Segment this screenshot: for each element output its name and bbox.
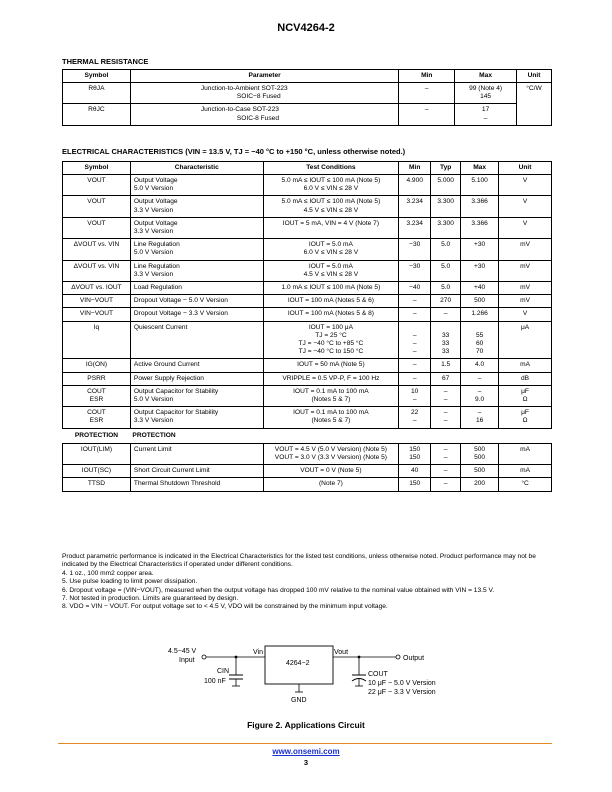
elec-symbol: IOUT(LIM) — [63, 443, 131, 464]
cin-label: CIN — [217, 668, 230, 675]
thermal-parameter — [130, 83, 398, 104]
cin-value: 100 nF — [204, 678, 226, 685]
elec-condition: IOUT = 50 mA (Note 5) — [263, 359, 399, 372]
elec-row — [63, 385, 552, 406]
note-item: 5. Use pulse loading to limit power dissipation. — [62, 578, 198, 586]
output-terminal — [396, 655, 400, 659]
thermal-parameter — [130, 104, 398, 125]
protection-row — [63, 443, 552, 464]
vin-label: Vin — [253, 649, 263, 656]
elec-max: +30 — [461, 239, 499, 260]
elec-min: 150 150 — [399, 443, 431, 464]
elec-max: 500 — [461, 465, 499, 478]
elec-unit: mV — [499, 260, 552, 281]
elec-max: – — [461, 372, 499, 385]
elec-symbol: VOUT — [63, 175, 131, 196]
elec-condition: (Note 7) — [263, 478, 399, 491]
elec-min: – – – — [399, 321, 431, 359]
elec-typ: 270 — [431, 295, 461, 308]
thermal-param-line: SOIC−8 Fused — [236, 93, 281, 101]
footer-rule — [58, 743, 552, 744]
elec-symbol: ΔVOUT vs. VIN — [63, 239, 131, 260]
elec-symbol: VOUT — [63, 196, 131, 217]
protection-heading: PROTECTION — [74, 431, 119, 439]
elec-min: – — [399, 359, 431, 372]
thermal-param-line: Junction-to-Ambient SOT-223 — [200, 85, 288, 92]
elec-condition: VRIPPLE = 0.5 VP-P, F = 100 Hz — [263, 372, 399, 385]
elec-row — [63, 372, 552, 385]
elec-symbol: IG(ON) — [63, 359, 131, 372]
elec-typ: 5.0 — [431, 282, 461, 295]
vout-label: Vout — [334, 649, 349, 656]
elec-symbol: COUT ESR — [63, 407, 131, 428]
elec-condition: IOUT = 100 mA (Notes 5 & 6) — [263, 295, 399, 308]
note-item: 4. 1 oz., 100 mm2 copper area. — [62, 569, 154, 577]
elec-min: −30 — [399, 239, 431, 260]
elec-max: +40 — [461, 282, 499, 295]
elec-unit: mA — [499, 359, 552, 372]
gnd-label: GND — [291, 697, 307, 704]
elec-min: 22 – — [399, 407, 431, 428]
elec-characteristic: Output Voltage 3.3 V Version — [130, 217, 263, 238]
thermal-unit: °C/W — [517, 83, 552, 126]
elec-symbol: VIN−VOUT — [63, 295, 131, 308]
elec-characteristic: Dropout Voltage − 5.0 V Version — [130, 295, 263, 308]
elec-symbol: TTSD — [63, 478, 131, 491]
elec-typ: – – — [431, 443, 461, 464]
elec-condition: 5.0 mA ≤ IOUT ≤ 100 mA (Note 5) 4.5 V ≤ VIN ≤ 28 V — [263, 196, 399, 217]
elec-characteristic: Line Regulation 5.0 V Version — [130, 239, 263, 260]
elec-unit: mA — [499, 465, 552, 478]
output-label: Output — [403, 655, 425, 662]
elec-max: +30 — [461, 260, 499, 281]
cout-label: COUT — [368, 671, 388, 678]
thermal-max — [455, 83, 517, 104]
elec-condition: IOUT = 100 μA TJ = 25 °C TJ = −40 °C to +85 °C TJ = −40 °C to 150 °C — [263, 321, 399, 359]
elec-max: 4.0 — [461, 359, 499, 372]
elec-characteristic: Load Regulation — [130, 282, 263, 295]
elec-unit: V — [499, 308, 552, 321]
elec-symbol: IOUT(SC) — [63, 465, 131, 478]
elec-typ: – — [431, 465, 461, 478]
elec-min: 4.900 — [399, 175, 431, 196]
elec-unit: μA — [499, 321, 552, 359]
elec-row — [63, 239, 552, 260]
thermal-min: – — [399, 83, 455, 104]
elec-row — [63, 308, 552, 321]
thermal-section-title: THERMAL RESISTANCE — [62, 57, 149, 66]
elec-max: 500 — [461, 295, 499, 308]
elec-title-text: ELECTRICAL CHARACTERISTICS (VIN = 13.5 V, TJ = −40 °C to +150 °C, unless otherwise noted.) — [62, 147, 406, 156]
elec-symbol: ΔVOUT vs. VIN — [63, 260, 131, 281]
elec-condition: IOUT = 5 mA, VIN = 4 V (Note 7) — [263, 217, 399, 238]
elec-min: 10 – — [399, 385, 431, 406]
elec-typ: – — [431, 478, 461, 491]
elec-max: 200 — [461, 478, 499, 491]
elec-typ: 3.300 — [431, 196, 461, 217]
elec-typ: 1.5 — [431, 359, 461, 372]
elec-condition: VOUT = 0 V (Note 5) — [263, 465, 399, 478]
thermal-header: Unit — [517, 70, 552, 83]
elec-symbol: PSRR — [63, 372, 131, 385]
thermal-row — [63, 104, 552, 125]
elec-characteristic: Active Ground Current — [130, 359, 263, 372]
elec-row — [63, 260, 552, 281]
elec-min: −30 — [399, 260, 431, 281]
elec-max: 1.266 — [461, 308, 499, 321]
thermal-max-line: 99 (Note 4) — [469, 85, 503, 92]
elec-unit: mV — [499, 295, 552, 308]
elec-typ: 33 33 33 — [431, 321, 461, 359]
thermal-header: Symbol — [63, 70, 131, 83]
elec-typ: 3.300 — [431, 217, 461, 238]
protection-heading: PROTECTION — [132, 431, 176, 439]
thermal-param-line: SOIC-8 Fused — [236, 114, 279, 122]
notes-intro: Product parametric performance is indicated in the Electrical Characteristics for the listed test conditions, unless otherwise noted. Product performance may not be indicated by the Electrical Characteristics if operated under different conditions. — [62, 553, 536, 569]
thermal-max-line: 17 — [481, 106, 490, 114]
notes — [62, 553, 554, 612]
elec-row — [63, 359, 552, 372]
elec-header: Symbol — [63, 162, 131, 175]
page-number: 3 — [303, 758, 309, 767]
thermal-max-line: – — [483, 114, 488, 122]
electrical-table — [62, 161, 552, 492]
elec-min: 3.234 — [399, 217, 431, 238]
elec-characteristic: Line Regulation 3.3 V Version — [130, 260, 263, 281]
elec-typ: 5.0 — [431, 239, 461, 260]
elec-condition: 1.0 mA ≤ IOUT ≤ 100 mA (Note 5) — [263, 282, 399, 295]
thermal-row — [63, 83, 552, 104]
elec-typ: 5.0 — [431, 260, 461, 281]
thermal-table — [62, 69, 552, 126]
elec-condition: VOUT = 4.5 V (5.0 V Version) (Note 5) VOUT = 3.0 V (3.3 V Version) (Note 5) — [263, 443, 399, 464]
elec-max: 55 60 70 — [461, 321, 499, 359]
elec-characteristic: Current Limit — [130, 443, 263, 464]
elec-condition: IOUT = 100 mA (Notes 5 & 8) — [263, 308, 399, 321]
elec-unit: V — [499, 196, 552, 217]
elec-unit: dB — [499, 372, 552, 385]
elec-row — [63, 407, 552, 428]
elec-row — [63, 217, 552, 238]
elec-condition: IOUT = 0.1 mA to 100 mA (Notes 5 & 7) — [263, 385, 399, 406]
elec-characteristic: Short Circuit Current Limit — [130, 465, 263, 478]
elec-max: – 9.0 — [461, 385, 499, 406]
protection-heading-row — [63, 428, 552, 443]
protection-row — [63, 478, 552, 491]
elec-max: 3.366 — [461, 196, 499, 217]
elec-header: Characteristic — [130, 162, 263, 175]
input-voltage-label: 4.5−45 V — [168, 648, 197, 655]
elec-unit: mV — [499, 282, 552, 295]
elec-header: Typ — [431, 162, 461, 175]
elec-max: 3.366 — [461, 217, 499, 238]
elec-row — [63, 321, 552, 359]
elec-unit: μF Ω — [499, 385, 552, 406]
elec-characteristic: Output Voltage 5.0 V Version — [130, 175, 263, 196]
elec-header: Min — [399, 162, 431, 175]
elec-header: Max — [461, 162, 499, 175]
elec-condition: IOUT = 5.0 mA 6.0 V ≤ VIN ≤ 28 V — [263, 239, 399, 260]
elec-typ: – — [431, 308, 461, 321]
elec-characteristic: Quiescent Current — [130, 321, 263, 359]
elec-header: Test Conditions — [263, 162, 399, 175]
thermal-symbol: RθJC — [63, 104, 131, 125]
elec-condition: IOUT = 5.0 mA 4.5 V ≤ VIN ≤ 28 V — [263, 260, 399, 281]
elec-section-title — [62, 147, 405, 156]
ic-label: 4264−2 — [286, 660, 310, 667]
elec-header: Unit — [499, 162, 552, 175]
elec-min: 3.234 — [399, 196, 431, 217]
thermal-header: Max — [455, 70, 517, 83]
thermal-max-line: 145 — [480, 93, 492, 101]
note-item: 8. VDO = VIN − VOUT. For output voltage set to < 4.5 V, VDO will be constrained by the minimum input voltage. — [62, 603, 388, 611]
elec-row — [63, 196, 552, 217]
elec-characteristic: Output Capacitor for Stability 5.0 V Version — [130, 385, 263, 406]
elec-unit: mV — [499, 239, 552, 260]
elec-min: – — [399, 295, 431, 308]
elec-symbol: ΔVOUT vs. IOUT — [63, 282, 131, 295]
applications-circuit — [0, 640, 612, 730]
elec-unit: mA — [499, 443, 552, 464]
cout-value-1: 10 μF − 5.0 V Version — [368, 680, 436, 687]
thermal-min: – — [399, 104, 455, 125]
elec-row — [63, 295, 552, 308]
protection-row — [63, 465, 552, 478]
elec-typ: 67 — [431, 372, 461, 385]
note-item: 6. Dropout voltage = (VIN−VOUT), measured when the output voltage has dropped 100 mV relative to the nominal value obtained with VIN = 13.5 V. — [62, 586, 495, 594]
figure-caption: Figure 2. Applications Circuit — [247, 720, 365, 730]
elec-condition: IOUT = 0.1 mA to 100 mA (Notes 5 & 7) — [263, 407, 399, 428]
elec-min: – — [399, 308, 431, 321]
elec-characteristic: Thermal Shutdown Threshold — [130, 478, 263, 491]
elec-condition: 5.0 mA ≤ IOUT ≤ 100 mA (Note 5) 6.0 V ≤ VIN ≤ 28 V — [263, 175, 399, 196]
elec-row — [63, 282, 552, 295]
elec-symbol: COUT ESR — [63, 385, 131, 406]
elec-min: 150 — [399, 478, 431, 491]
elec-characteristic: Dropout Voltage − 3.3 V Version — [130, 308, 263, 321]
elec-unit: V — [499, 175, 552, 196]
input-label: Input — [179, 657, 195, 664]
elec-min: −40 — [399, 282, 431, 295]
elec-typ: 5.000 — [431, 175, 461, 196]
elec-max: 5.100 — [461, 175, 499, 196]
cout-value-2: 22 μF − 3.3 V Version — [368, 689, 436, 696]
elec-characteristic: Output Capacitor for Stability 3.3 V Version — [130, 407, 263, 428]
thermal-header: Min — [399, 70, 455, 83]
elec-symbol: Iq — [63, 321, 131, 359]
input-terminal — [202, 655, 206, 659]
page-title: NCV4264-2 — [277, 22, 335, 34]
elec-symbol: VOUT — [63, 217, 131, 238]
elec-characteristic: Power Supply Rejection — [130, 372, 263, 385]
footer-link[interactable]: www.onsemi.com — [272, 747, 340, 756]
elec-typ: – – — [431, 407, 461, 428]
elec-unit: °C — [499, 478, 552, 491]
elec-symbol: VIN−VOUT — [63, 308, 131, 321]
elec-min: – — [399, 372, 431, 385]
thermal-symbol: RθJA — [63, 83, 131, 104]
elec-typ: – – — [431, 385, 461, 406]
thermal-max — [455, 104, 517, 125]
elec-max: – 16 — [461, 407, 499, 428]
elec-characteristic: Output Voltage 3.3 V Version — [130, 196, 263, 217]
elec-max: 500 500 — [461, 443, 499, 464]
elec-min: 40 — [399, 465, 431, 478]
elec-row — [63, 175, 552, 196]
thermal-header: Parameter — [130, 70, 398, 83]
elec-unit: μF Ω — [499, 407, 552, 428]
elec-unit: V — [499, 217, 552, 238]
note-item: 7. Not tested in production. Limits are guaranteed by design. — [62, 595, 239, 603]
thermal-param-line: Junction-to-Case SOT-223 — [200, 106, 279, 114]
